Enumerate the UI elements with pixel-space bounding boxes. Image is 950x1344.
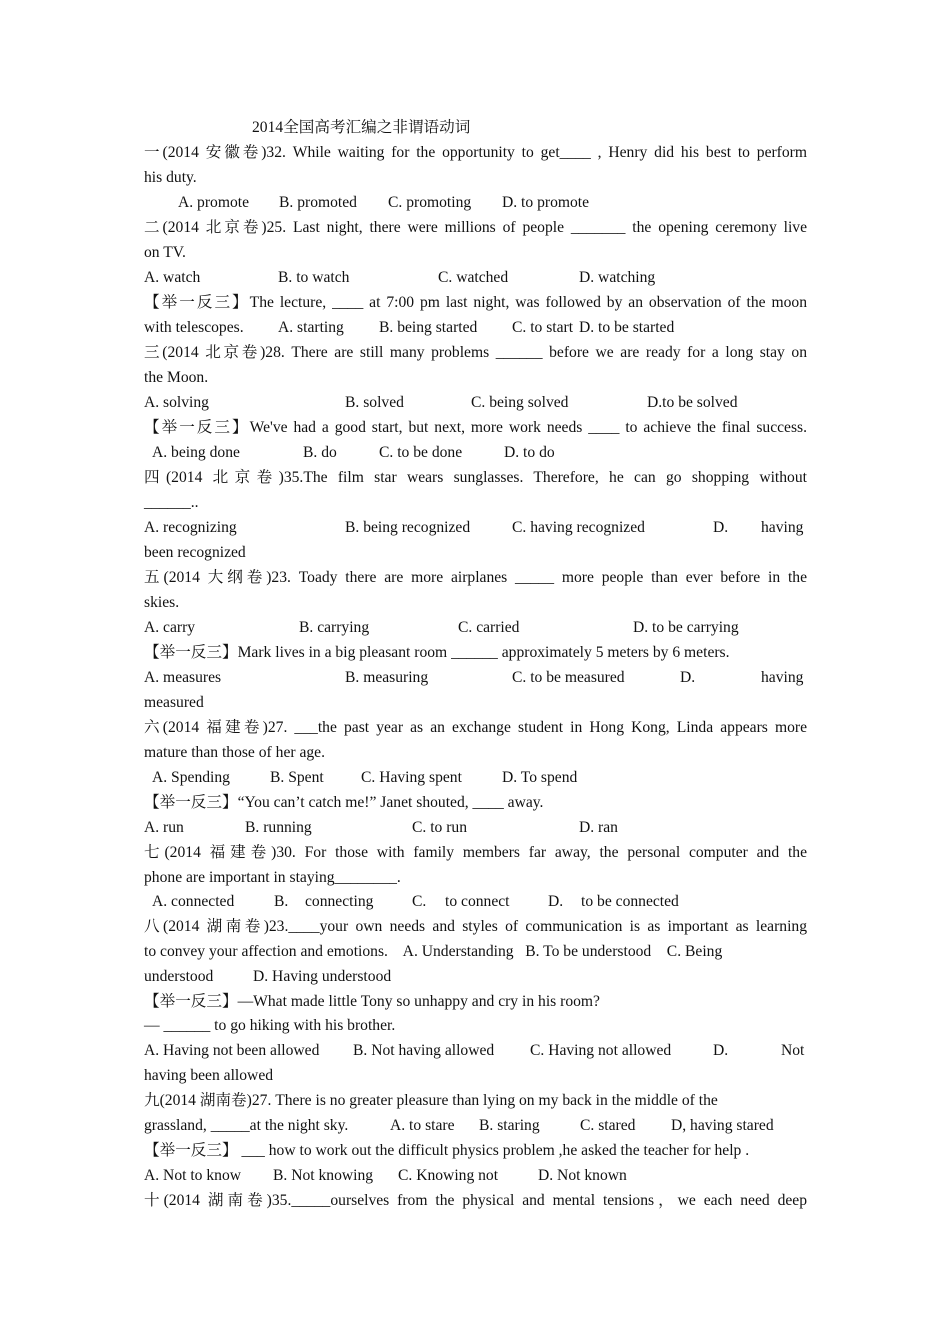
e8-option-d-letter: D. [713, 1042, 729, 1059]
extension-3: 【举一反三】We've had a good start, but next, more work needs ____ to achieve the final success. [144, 419, 807, 436]
question-5: 五(2014 大纲卷)23. Toady there are more airplanes _____ more people than ever before in the [144, 569, 807, 586]
q7-option-b-text: connecting [305, 893, 374, 910]
e3-option-a: A. being done [152, 444, 240, 461]
e8-option-d-text: Not [781, 1042, 805, 1059]
e3-option-d: D. to do [504, 444, 555, 461]
e2-option-b: B. being started [379, 319, 478, 336]
e5-option-d-text: having [761, 669, 804, 686]
q2-option-c: C. watched [438, 269, 509, 286]
question-1: 一(2014 安徽卷)32. While waiting for the opportunity to get____ , Henry did his best to perform [144, 144, 807, 161]
q6-option-c: C. Having spent [361, 769, 462, 786]
q6-option-d: D. To spend [502, 769, 578, 786]
question-9: 九(2014 湖南卷)27. There is no greater pleasure than lying on my back in the middle of the [144, 1092, 718, 1109]
q9-option-b: B. staring [479, 1117, 540, 1134]
q2-option-b: B. to watch [278, 269, 350, 286]
q6-option-b: B. Spent [270, 769, 324, 786]
e3-option-c: C. to be done [379, 444, 463, 461]
e5-option-d-letter: D. [680, 669, 696, 686]
question-9-cont: grassland, _____at the night sky. [144, 1117, 349, 1134]
q4-option-c: C. having recognized [512, 519, 645, 536]
q3-option-b: B. solved [345, 394, 404, 411]
e8-option-b: B. Not having allowed [353, 1042, 495, 1059]
q6-option-a: A. Spending [152, 769, 230, 786]
q4-option-a: A. recognizing [144, 519, 237, 536]
q3-option-c: C. being solved [471, 394, 569, 411]
question-2: 二(2014 北京卷)25. Last night, there were millions of people _______ the opening ceremony live [144, 219, 807, 236]
q7-option-c-text: to connect [445, 893, 510, 910]
q9-option-c: C. stared [580, 1117, 636, 1134]
e3-option-b: B. do [303, 444, 337, 461]
q1-option-d: D. to promote [502, 194, 590, 211]
e2-option-a: A. starting [278, 319, 344, 336]
e9-option-b: B. Not knowing [273, 1167, 374, 1184]
q7-option-a: A. connected [152, 893, 235, 910]
question-4-cont: ______.. [144, 494, 199, 511]
question-7-cont: phone are important in staying________. [144, 869, 401, 886]
q5-option-c: C. carried [458, 619, 520, 636]
extension-8: 【举一反三】—What made little Tony so unhappy and cry in his room? [144, 993, 600, 1010]
q7-option-d-letter: D. [548, 893, 564, 910]
e2-option-d: D. to be started [579, 319, 675, 336]
q8-option-d: D. Having understood [253, 968, 392, 985]
q3-option-d: D.to be solved [647, 394, 738, 411]
question-3-cont: the Moon. [144, 369, 209, 386]
question-6: 六(2014 福建卷)27. ___the past year as an exchange student in Hong Kong, Linda appears more [144, 719, 807, 736]
q8-option-c-cont: understood [144, 968, 214, 985]
question-3: 三(2014 北京卷)28. There are still many problems ______ before we are ready for a long stay on [144, 344, 807, 361]
e5-option-d-cont: measured [144, 694, 204, 711]
q5-option-d: D. to be carrying [633, 619, 739, 636]
q4-option-d-letter: D. [713, 519, 729, 536]
e9-option-d: D. Not known [538, 1167, 627, 1184]
q7-option-b-letter: B. [274, 893, 289, 910]
q1-option-b: B. promoted [279, 194, 357, 211]
question-10: 十(2014 湖南卷)35._____ourselves from the physical and mental tensions，we each need deep [144, 1192, 807, 1209]
q4-option-d-cont: been recognized [144, 544, 246, 561]
e9-option-a: A. Not to know [144, 1167, 242, 1184]
q4-option-d-text: having [761, 519, 804, 536]
e6-option-c: C. to run [412, 819, 468, 836]
extension-2-cont: with telescopes. [144, 319, 244, 336]
e8-option-c: C. Having not allowed [530, 1042, 672, 1059]
e5-option-c: C. to be measured [512, 669, 625, 686]
q3-option-a: A. solving [144, 394, 209, 411]
question-2-cont: on TV. [144, 244, 186, 261]
q7-option-d-text: to be connected [581, 893, 679, 910]
q5-option-a: A. carry [144, 619, 196, 636]
question-1-cont: his duty. [144, 169, 197, 186]
q2-option-d: D. watching [579, 269, 656, 286]
e5-option-a: A. measures [144, 669, 222, 686]
e5-option-b: B. measuring [345, 669, 429, 686]
page-title: 2014全国高考汇编之非谓语动词 [252, 119, 471, 136]
e8-option-d-cont: having been allowed [144, 1067, 274, 1084]
e8-option-a: A. Having not been allowed [144, 1042, 320, 1059]
q2-option-a: A. watch [144, 269, 201, 286]
q4-option-b: B. being recognized [345, 519, 471, 536]
question-8-cont: to convey your affection and emotions. A. Understanding B. To be understood C. Being [144, 943, 723, 960]
q5-option-b: B. carrying [299, 619, 370, 636]
q7-option-c-letter: C. [412, 893, 427, 910]
question-4: 四(2014 北京卷)35.The film star wears sunglasses. Therefore, he can go shopping without [144, 469, 807, 486]
e6-option-a: A. run [144, 819, 184, 836]
e6-option-b: B. running [245, 819, 312, 836]
question-7: 七(2014 福建卷)30. For those with family members far away, the personal computer and the [144, 844, 807, 861]
question-8: 八(2014 湖南卷)23.____your own needs and styles of communication is as important as learning [144, 918, 807, 935]
extension-6: 【举一反三】“You can’t catch me!” Janet shouted, ____ away. [144, 794, 544, 811]
e9-option-c: C. Knowing not [398, 1167, 499, 1184]
q1-option-c: C. promoting [388, 194, 472, 211]
question-5-cont: skies. [144, 594, 180, 611]
question-6-cont: mature than those of her age. [144, 744, 325, 761]
e2-option-c: C. to start [512, 319, 574, 336]
extension-2: 【举一反三】The lecture, ____ at 7:00 pm last night, was followed by an observation of the moon [144, 294, 807, 311]
extension-8-answer: — ______ to go hiking with his brother. [144, 1017, 396, 1034]
q9-option-d: D, having stared [671, 1117, 774, 1134]
extension-5: 【举一反三】Mark lives in a big pleasant room ______ approximately 5 meters by 6 meters. [144, 644, 730, 661]
extension-9: 【举一反三】 ___ how to work out the difficult physics problem ,he asked the teacher for help . [144, 1142, 750, 1159]
e6-option-d: D. ran [579, 819, 618, 836]
q1-option-a: A. promote [178, 194, 250, 211]
q9-option-a: A. to stare [390, 1117, 455, 1134]
